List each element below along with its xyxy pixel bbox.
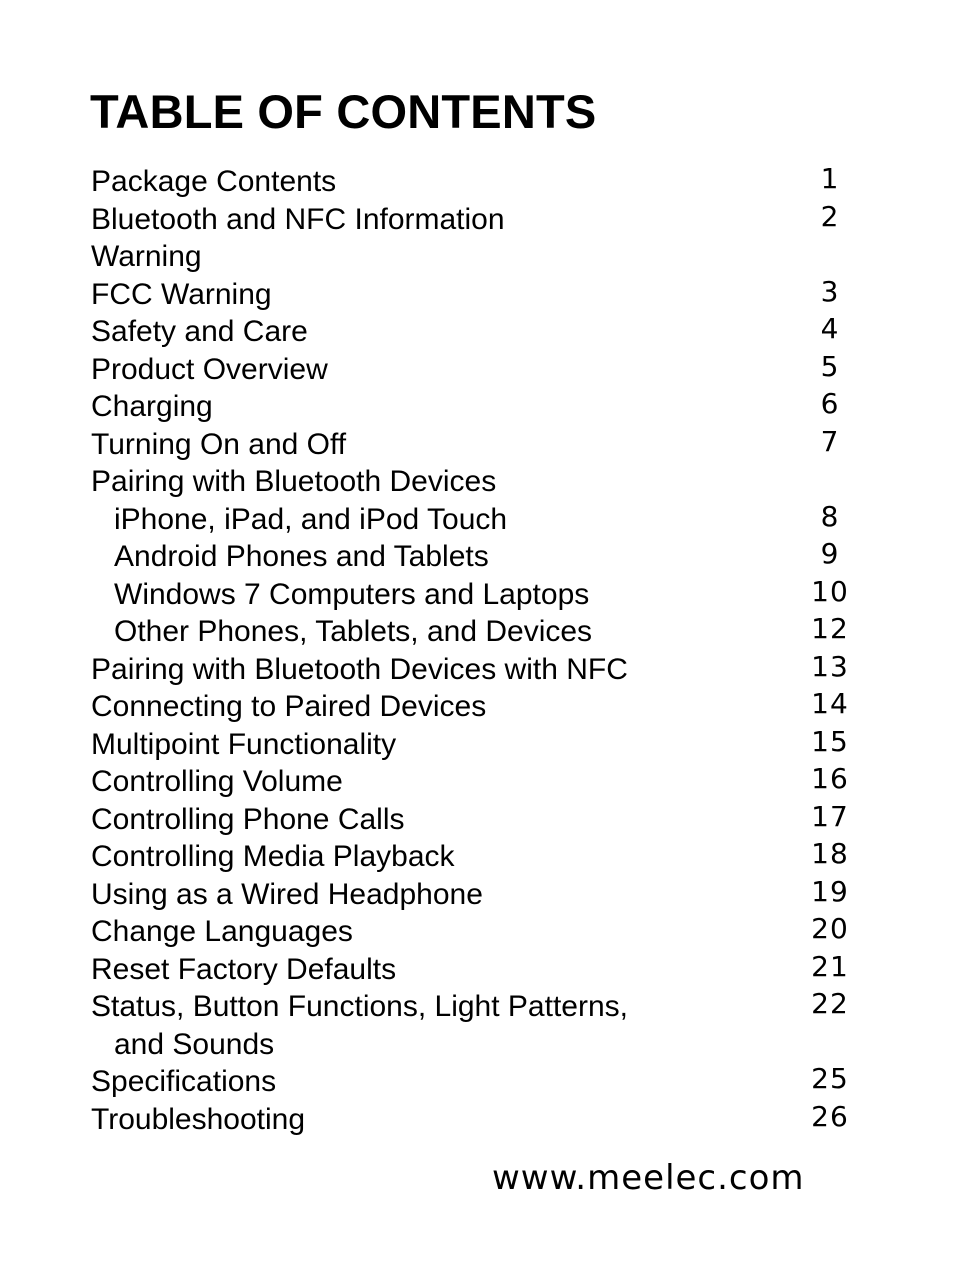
toc-entry-page-number: 17 [811, 799, 849, 833]
toc-entry-label: Warning [91, 240, 202, 273]
toc-entry-label: and Sounds [114, 1027, 275, 1061]
toc-entry-page-number: 8 [820, 499, 840, 533]
toc-entry-page-number: 5 [820, 349, 840, 383]
toc-entry-label: Safety and Care [91, 315, 308, 348]
toc-entry [91, 576, 871, 614]
toc-entry-label: Multipoint Functionality [91, 727, 397, 761]
toc-entry [91, 838, 871, 876]
toc-entry [91, 238, 871, 276]
toc-entry [91, 801, 871, 839]
toc-entry [91, 313, 871, 351]
toc-entry-page-number: 26 [811, 1099, 849, 1133]
toc-entry-label: Android Phones and Tablets [114, 540, 489, 573]
toc-entry-page-number: 14 [811, 687, 849, 720]
toc-entry [91, 951, 871, 989]
toc-entry-page-number: 13 [811, 649, 849, 683]
toc-entry-page-number: 1 [820, 162, 840, 195]
toc-entry-label: Controlling Media Playback [91, 840, 455, 873]
toc-entry-page-number: 10 [811, 574, 849, 608]
toc-entry-page-number: 15 [811, 724, 849, 758]
toc-entry-page-number: 21 [811, 949, 849, 983]
toc-entry [91, 463, 871, 501]
toc-entry [91, 988, 871, 1026]
toc-entry-label: Windows 7 Computers and Laptops [114, 577, 590, 611]
toc-entry-label: Specifications [91, 1065, 277, 1098]
toc-entry-page-number: 2 [820, 199, 840, 233]
toc-entry-label: Change Languages [91, 915, 353, 948]
toc-entry [91, 913, 871, 951]
toc-entry [91, 538, 871, 576]
toc-entry-page-number: 6 [820, 387, 840, 420]
toc-entry-label: Controlling Volume [91, 765, 343, 798]
toc-entry [91, 613, 871, 651]
toc-entry-label: Charging [91, 390, 213, 423]
toc-entry [91, 201, 871, 239]
toc-entry-page-number: 19 [811, 874, 849, 908]
toc-entry-label: Product Overview [91, 352, 328, 386]
toc-entry-label: Using as a Wired Headphone [91, 877, 483, 911]
toc-entry-page-number: 3 [820, 274, 840, 308]
toc-entry [91, 426, 871, 464]
website-url: www.meelec.com [492, 1158, 805, 1198]
toc-entry [91, 651, 871, 689]
toc-entry [91, 351, 871, 389]
toc-entry-label: iPhone, iPad, and iPod Touch [114, 502, 508, 536]
toc-entry-page-number: 18 [811, 837, 849, 870]
toc-entry-label: Package Contents [91, 165, 337, 198]
toc-entry [91, 763, 871, 801]
toc-entry-label: Pairing with Bluetooth Devices [91, 465, 497, 498]
toc-entry-label: FCC Warning [91, 277, 272, 311]
toc-entry-page-number: 16 [811, 762, 849, 795]
page-title: TABLE OF CONTENTS [90, 85, 597, 138]
toc-entry [91, 1063, 871, 1101]
toc-entry-page-number: 4 [820, 312, 840, 345]
toc-entry [91, 388, 871, 426]
toc-entry-page-number: 9 [820, 537, 840, 570]
toc-entry-page-number: 25 [811, 1062, 849, 1095]
toc-entry-label: Controlling Phone Calls [91, 802, 405, 836]
toc-entry [91, 276, 871, 314]
toc-entry [91, 688, 871, 726]
toc-entry-page-number: 12 [811, 612, 849, 645]
toc-entry [91, 726, 871, 764]
toc-entry-label: Reset Factory Defaults [91, 952, 397, 986]
toc-entry-page-number: 7 [820, 424, 840, 458]
toc-entry-label: Other Phones, Tablets, and Devices [114, 615, 593, 648]
toc-entry-label: Pairing with Bluetooth Devices with NFC [91, 652, 628, 686]
toc-entry [91, 501, 871, 539]
toc-entry-page-number: 20 [811, 912, 849, 945]
table-of-contents [91, 163, 871, 1138]
toc-entry-label: Connecting to Paired Devices [91, 690, 487, 723]
toc-entry-label: Status, Button Functions, Light Patterns, [91, 990, 628, 1023]
toc-entry-label: Turning On and Off [91, 427, 347, 461]
toc-entry-label: Bluetooth and NFC Information [91, 202, 505, 236]
toc-entry [91, 163, 871, 201]
toc-entry [91, 876, 871, 914]
toc-entry-label: Troubleshooting [91, 1102, 306, 1136]
toc-entry-page-number: 22 [811, 987, 849, 1020]
toc-entry [91, 1101, 871, 1139]
toc-entry [91, 1026, 871, 1064]
